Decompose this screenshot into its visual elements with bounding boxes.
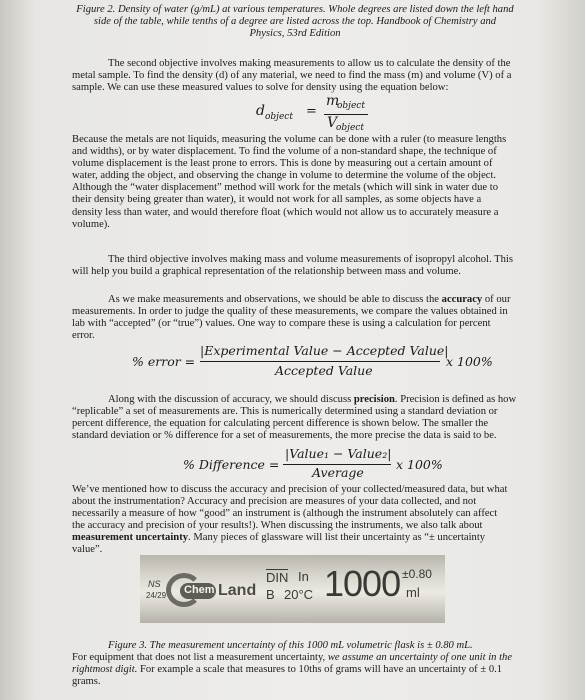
measurement-uncertainty-term: measurement uncertainty (72, 532, 189, 544)
para6-line4: the accuracy and precision of your results!). When discussing the instruments, we also talk about (72, 520, 483, 532)
paragraph-volume-measurement (72, 134, 562, 231)
percent-difference-multiplier: x 100% (396, 457, 443, 472)
figure3-caption: Figure 3. The measurement uncertainty of this 1000 mL volumetric flask is ± 0.80 mL. (108, 640, 473, 651)
density-symbol: d (256, 103, 265, 119)
note-line1: For equipment that does not list a measurement uncertainty, we assume an uncertainty of one unit in the (72, 652, 513, 663)
precision-term: precision (353, 394, 395, 405)
para5-line4: standard deviation or % difference for a set of measurements, the more precise the data is said to be. (72, 430, 497, 442)
para2-line2: and widths), or by water displacement. To find the volume of a non-standard shape, the technique of (72, 146, 497, 158)
paragraph-precision (72, 394, 562, 442)
para2-line3: volume displacement is the least prone to errors. This is done by measuring out a certain amount of (72, 158, 493, 170)
flask-in: In (298, 569, 309, 584)
flask-ns-text: NS (148, 579, 161, 589)
flask-volume: 1000 (324, 563, 401, 604)
para2-line4: water, adding the object, and observing the change in volume to determine the volume of the object. (72, 170, 497, 182)
percent-error-label: % error = (132, 354, 196, 369)
para1-line2: metal sample. To find the density (d) of any material, we need to find the mass (m) and volume (V) of a (72, 70, 512, 82)
para6-line1: We’ve mentioned how to discuss the accuracy and precision of your collected/measured data, but what (72, 484, 508, 495)
para5-line1: Along with the discussion of accuracy, we should discuss precision. Precision is defined as how (108, 394, 517, 405)
para3-line1: The third objective involves making mass and volume measurements of isopropyl alcohol. This (108, 254, 513, 265)
density-subscript: object (265, 112, 293, 122)
percent-error-denominator: Accepted Value (275, 363, 373, 378)
density-equals: = (306, 104, 317, 119)
logo-text-land: Land (218, 582, 257, 599)
logo-text-chem: Chem (184, 584, 215, 596)
flask-tolerance: ±0.80 (402, 567, 432, 581)
paragraph-instrumentation (72, 484, 562, 557)
para6-line6: value”. (72, 544, 103, 556)
figure2-caption-line2: side of the table, while tenths of a degree are listed across the top. Handbook of Chemistry and (93, 16, 497, 28)
percent-difference-label: % Difference = (183, 457, 280, 472)
para1-line3: sample. We can use these measured values to solve for density using the equation below: (72, 82, 449, 94)
percent-difference-denominator: Average (312, 465, 364, 480)
para3-line2: will help you build a graphical representation of the relationship between mass and volume. (72, 266, 461, 278)
paragraph-accuracy (72, 294, 562, 342)
uncertainty-note (72, 652, 572, 688)
volume-symbol: V (327, 115, 338, 131)
flask-label (140, 555, 445, 623)
mass-symbol: m (326, 93, 340, 109)
para4-line2: measurements. In order to judge the quality of these measurements, we compare the values obtained in (72, 306, 508, 318)
para1-line1: The second objective involves making measurements to allow us to calculate the density of the (108, 58, 511, 69)
flask-temperature: 20°C (284, 587, 314, 602)
para2-line5: Although the “water displacement” method will work for the metals (which will sink in water due to (72, 182, 498, 194)
note-line3: grams. (72, 676, 101, 688)
paragraph-density-objective (72, 58, 562, 94)
chemland-logo (166, 573, 256, 607)
figure2-caption-line3: Physics, 53rd Edition (249, 28, 341, 40)
flask-ns-number: 24/29 (146, 591, 167, 600)
para4-line1: As we make measurements and observations, we should be able to discuss the accuracy of our (108, 294, 511, 305)
para5-line2: “replicable” a set of measurements are. This is numerically determined using a standard deviation or (72, 406, 498, 418)
para4-line4: error. (72, 330, 95, 342)
paragraph-third-objective (72, 254, 562, 278)
para2-line8: volume). (72, 218, 110, 230)
percent-error-fraction-bar (200, 361, 440, 362)
flask-unit: ml (406, 585, 420, 600)
volume-subscript: object (336, 123, 364, 133)
flask-class-b: B (266, 587, 275, 602)
figure2-caption (60, 4, 530, 40)
accuracy-term: accuracy (441, 294, 483, 305)
percent-difference-numerator: |Value₁ − Value₂| (285, 446, 392, 461)
para6-line2: about the instrumentation? Accuracy and precision are measures of your data collected, and not (72, 496, 477, 508)
mass-subscript: object (337, 101, 365, 111)
para2-line7: density less than water, and would therefore float (which would not allow us to accurately measure a (72, 206, 499, 218)
percent-error-multiplier: x 100% (446, 354, 493, 369)
note-line2: rightmost digit. For example a scale that measures to 10ths of grams will have an uncertainty of ± 0.1 (72, 664, 503, 676)
para6-line3: necessarily a measure of how “good” an instrument is (although the instrument absolutely can affect (72, 508, 498, 520)
para6-line5: measurement uncertainty. Many pieces of glassware will list their uncertainty as “± uncertainty (72, 532, 486, 544)
volumetric-flask-photo (140, 555, 445, 623)
percent-error-numerator: |Experimental Value − Accepted Value| (200, 343, 449, 358)
para2-line6: their density being greater than water), it would not work for all samples, as some objects have a (72, 194, 482, 206)
figure2-caption-line1: Figure 2. Density of water (g/mL) at various temperatures. Whole degrees are listed down the left hand (76, 4, 514, 15)
flask-din: DIN (266, 570, 289, 585)
para5-line3: percent difference, the equation for calculating percent difference is shown below. The smaller the (72, 418, 489, 430)
para2-line1: Because the metals are not liquids, measuring the volume can be done with a ruler (to measure lengths (72, 134, 507, 145)
para4-line3: lab with “accepted” (or “true”) values. One way to compare these is using a calculation for percent (72, 318, 491, 330)
